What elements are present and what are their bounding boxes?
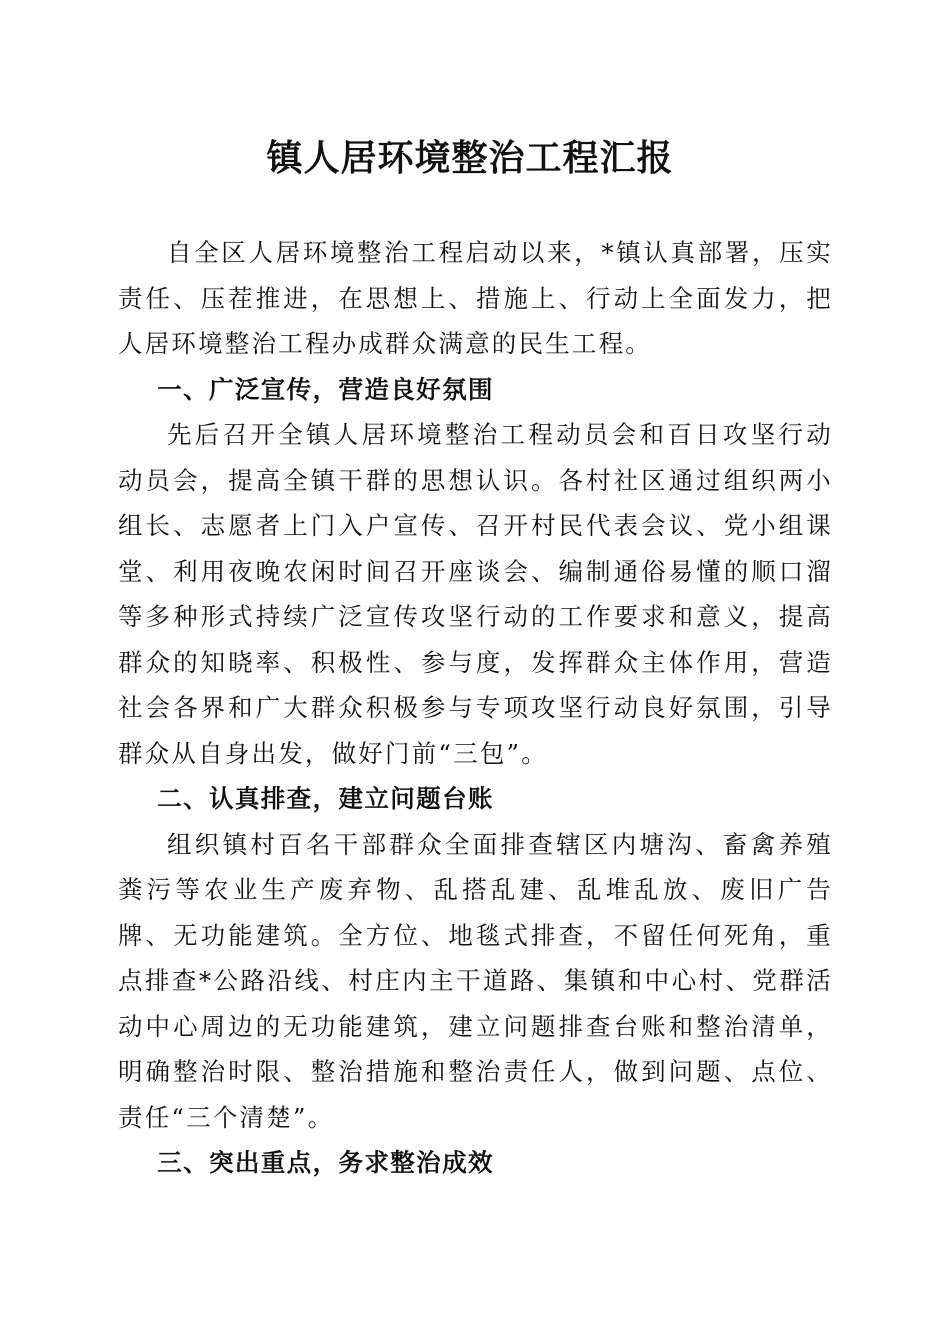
- section-1-heading: 一、广泛宣传，营造良好氛围: [157, 374, 494, 404]
- section-2-heading: 二、认真排查，建立问题台账: [157, 784, 494, 813]
- document-body: [118, 230, 833, 1186]
- section-3-heading: 三、突出重点，务求整治成效: [157, 1148, 494, 1177]
- section-2-paragraph: 组织镇村百名干部群众全面排查辖区内塘沟、畜禽养殖粪污等农业生产废弃物、乱搭乱建、乱堆乱放、废旧广告牌、无功能建筑。全方位、地毯式排查，不留任何死角，重点排查*公路沿线、村庄内主干道路、集镇和中心村、党群活动中心周边的无功能建筑，建立问题排查台账和整治清单，明确整治时限、整治措施和整治责任人，做到问题、点位、责任“三个清楚”。: [118, 829, 833, 1132]
- intro-paragraph: 自全区人居环境整治工程启动以来，*镇认真部署，压实责任、压茬推进，在思想上、措施上、行动上全面发力，把人居环境整治工程办成群众满意的民生工程。: [118, 238, 833, 358]
- document-title: 镇人居环境整治工程汇报: [266, 137, 674, 179]
- section-1-paragraph: 先后召开全镇人居环境整治工程动员会和百日攻坚行动动员会，提高全镇干群的思想认识。各村社区通过组织两小组长、志愿者上门入户宣传、召开村民代表会议、党小组课堂、利用夜晚农闲时间召开座谈会、编制通俗易懂的顺口溜等多种形式持续广泛宣传攻坚行动的工作要求和意义，提高群众的知晓率、积极性、参与度，发挥群众主体作用，营造社会各界和广大群众积极参与专项攻坚行动良好氛围，引导群众从自身出发，做好门前“三包”。: [118, 420, 833, 768]
